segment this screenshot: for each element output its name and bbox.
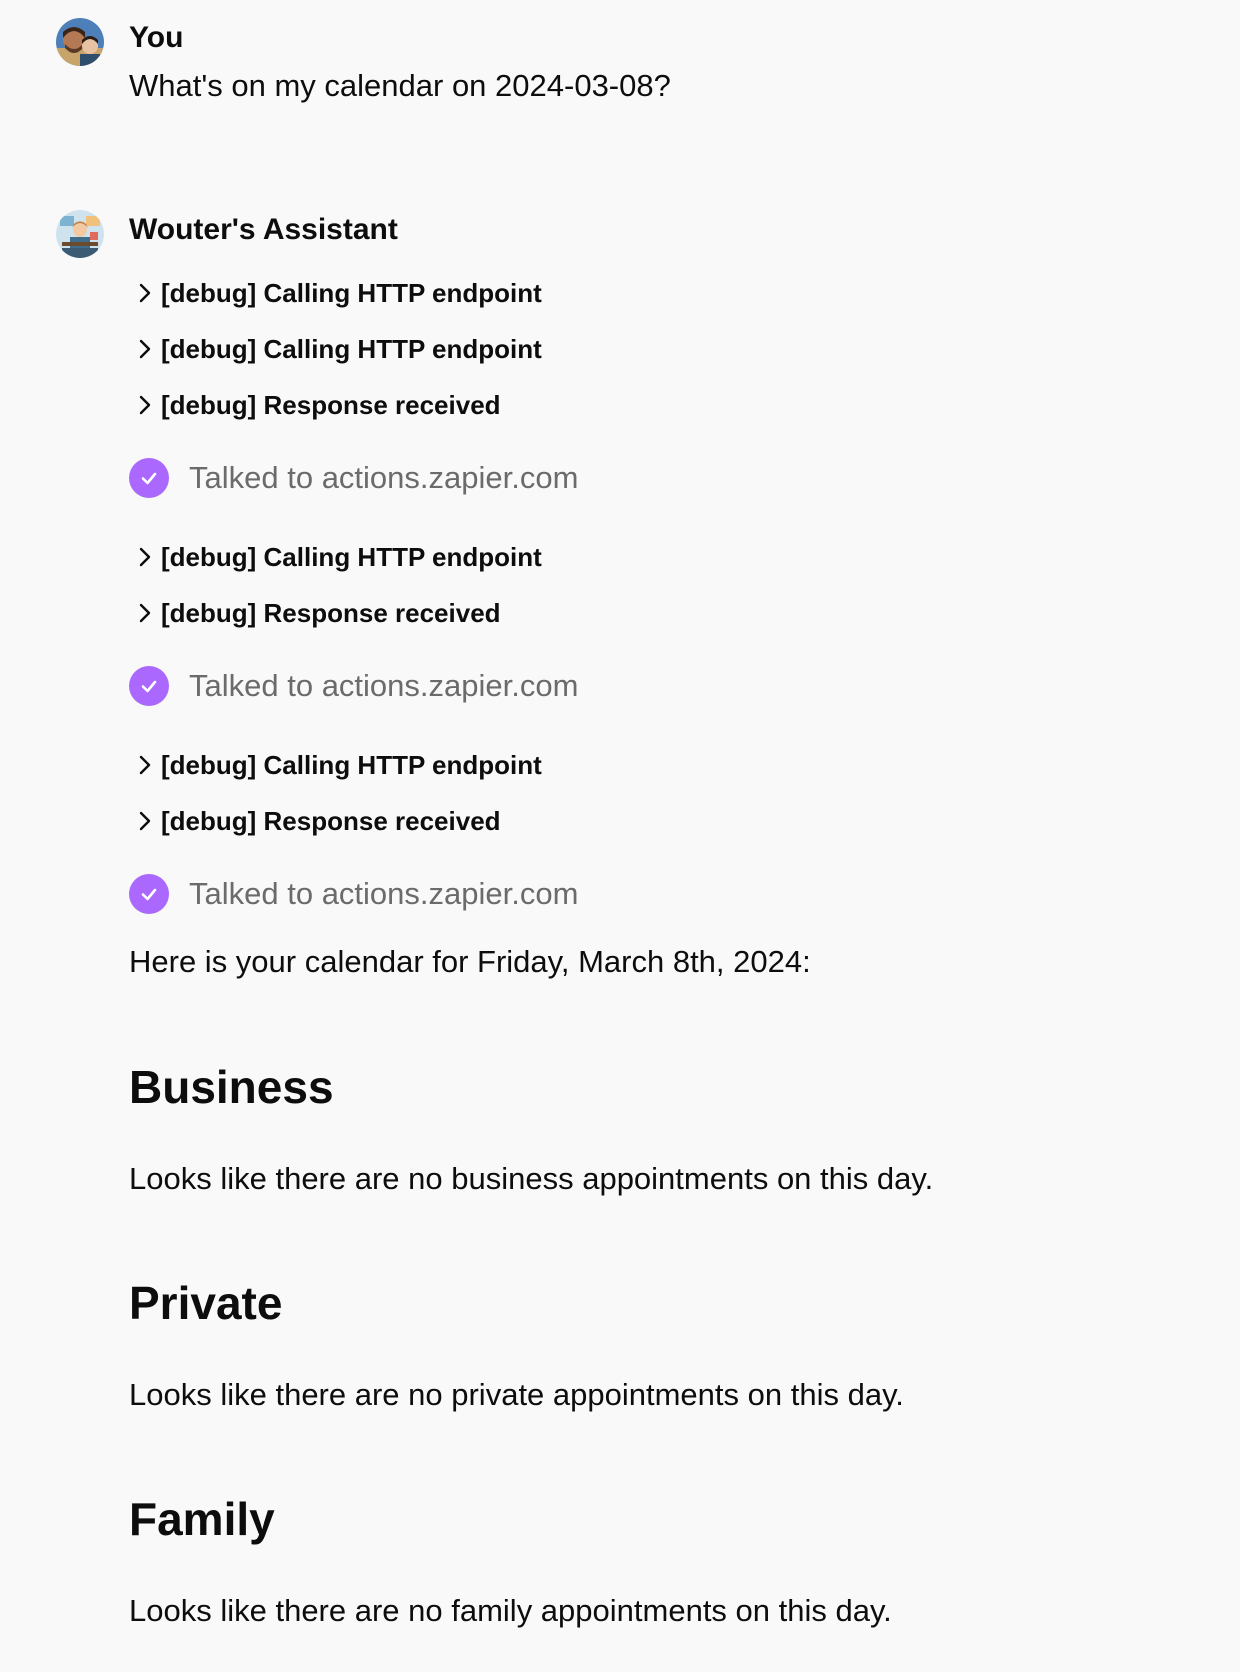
chevron-right-icon (135, 279, 155, 307)
calendar-intro: Here is your calendar for Friday, March 8th, 2024: (129, 944, 811, 979)
debug-label: [debug] Calling HTTP endpoint (161, 541, 542, 572)
check-circle-icon (129, 666, 169, 706)
action-status[interactable] (129, 664, 578, 708)
action-status-text: Talked to actions.zapier.com (189, 876, 579, 911)
action-status[interactable] (129, 872, 578, 916)
debug-label: [debug] Calling HTTP endpoint (161, 277, 542, 308)
assistant-avatar[interactable] (56, 210, 104, 258)
action-status[interactable] (129, 456, 578, 500)
section-text-family: Looks like there are no family appointments on this day. (129, 1593, 892, 1628)
chevron-right-icon (135, 599, 155, 627)
section-heading-family: Family (129, 1493, 275, 1545)
assistant-author-name: Wouter's Assistant (129, 213, 398, 246)
debug-toggle[interactable] (135, 537, 542, 577)
debug-toggle[interactable] (135, 801, 501, 841)
debug-toggle[interactable] (135, 273, 542, 313)
debug-label: [debug] Calling HTTP endpoint (161, 333, 542, 364)
debug-toggle[interactable] (135, 329, 542, 369)
section-text-private: Looks like there are no private appointments on this day. (129, 1377, 904, 1412)
action-status-text: Talked to actions.zapier.com (189, 668, 579, 703)
chevron-right-icon (135, 335, 155, 363)
section-heading-business: Business (129, 1061, 334, 1113)
section-text-business: Looks like there are no business appointments on this day. (129, 1161, 934, 1196)
debug-toggle[interactable] (135, 385, 501, 425)
chevron-right-icon (135, 391, 155, 419)
chevron-right-icon (135, 751, 155, 779)
chevron-right-icon (135, 807, 155, 835)
action-status-text: Talked to actions.zapier.com (189, 460, 579, 495)
user-avatar-photo (56, 18, 104, 66)
user-author-name: You (129, 21, 184, 54)
user-message-text: What's on my calendar on 2024-03-08? (129, 68, 671, 103)
debug-label: [debug] Response received (161, 597, 501, 628)
debug-label: [debug] Calling HTTP endpoint (161, 749, 542, 780)
user-avatar[interactable] (56, 18, 104, 66)
chevron-right-icon (135, 543, 155, 571)
debug-toggle[interactable] (135, 593, 501, 633)
debug-label: [debug] Response received (161, 805, 501, 836)
check-circle-icon (129, 874, 169, 914)
check-circle-icon (129, 458, 169, 498)
assistant-avatar-illustration (56, 210, 104, 258)
debug-label: [debug] Response received (161, 389, 501, 420)
section-heading-private: Private (129, 1277, 283, 1329)
debug-toggle[interactable] (135, 745, 542, 785)
